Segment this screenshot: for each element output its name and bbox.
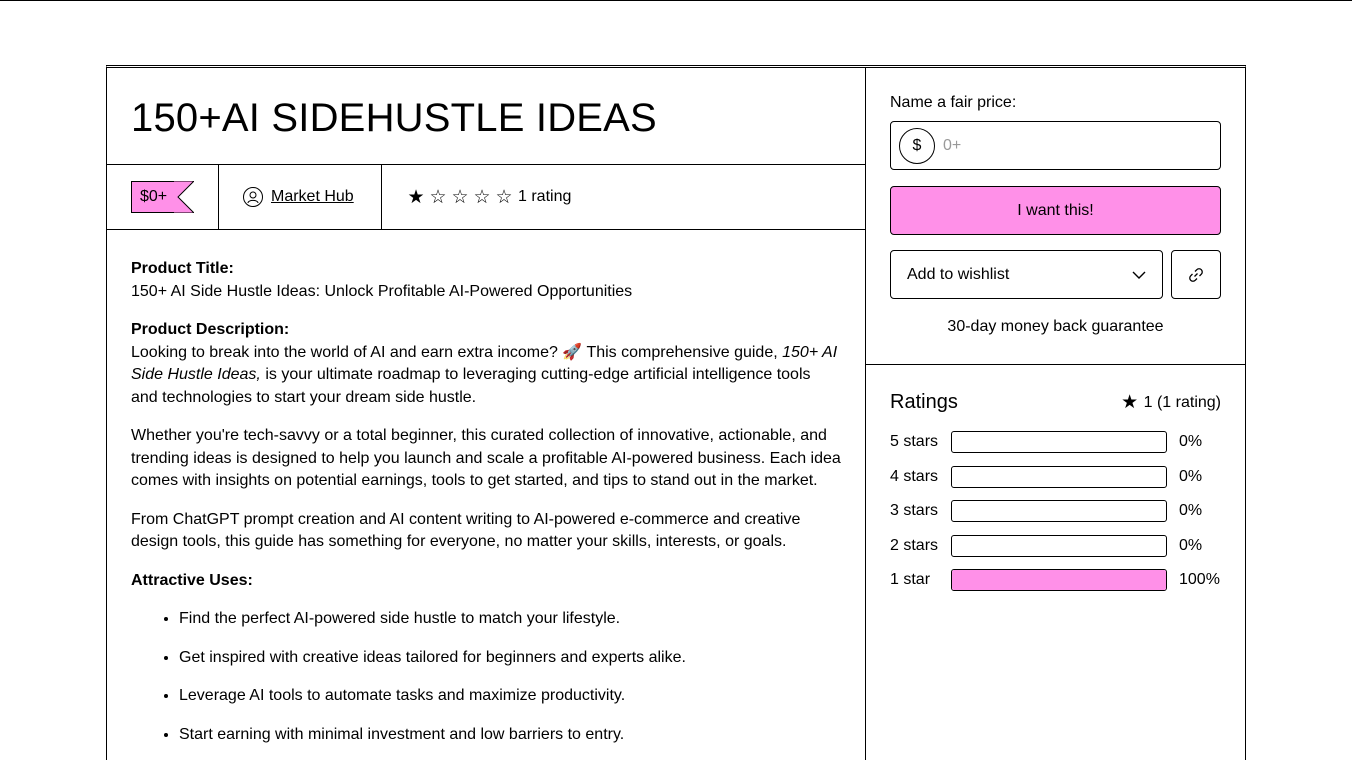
chevron-down-icon <box>1132 271 1146 279</box>
rating-summary[interactable] <box>382 165 571 229</box>
wishlist-row <box>890 250 1221 299</box>
copy-link-button[interactable] <box>1171 250 1221 299</box>
price-tag <box>131 181 175 213</box>
rating-row-5 <box>890 431 1221 453</box>
price-cell <box>107 165 219 229</box>
rating-row-percent: 0% <box>1179 433 1203 450</box>
star-empty-icon: ☆ <box>451 186 469 208</box>
top-rule <box>0 0 1352 1</box>
list-item: • Start earning with minimal investment and low barriers to entry. <box>179 724 841 747</box>
rating-row-4 <box>890 466 1221 488</box>
title-bar <box>107 68 865 165</box>
rating-bar <box>951 535 1167 557</box>
rating-row-2 <box>890 535 1221 557</box>
rating-row-label: 1 star <box>890 571 931 588</box>
rating-bar-fill <box>952 570 1166 590</box>
ratings-summary-text: 1 (1 rating) <box>1143 393 1221 411</box>
uses-list <box>179 608 841 746</box>
add-to-wishlist-label: Add to wishlist <box>907 265 1010 283</box>
purchase-panel <box>866 68 1245 365</box>
rating-row-percent: 0% <box>1179 536 1203 554</box>
product-title-text: 150+ AI Side Hustle Ideas: Unlock Profitable AI-Powered Opportunities <box>131 282 633 300</box>
product-description-block <box>131 319 841 409</box>
description-paragraph-1-emphasis: 150+ AI Side Hustle Ideas, <box>131 343 838 383</box>
currency-symbol: $ <box>899 128 935 164</box>
description-paragraph-2: Whether you're tech-savvy or a total beginner, this curated collection of innovative, actionable, and trending ideas is designed to help you launch and scale a profitable AI-powered business. Each idea comes with insights on potential earnings, tools to get started, and tips to stand out in the market. <box>131 427 841 489</box>
product-details-column <box>107 68 866 760</box>
star-empty-icon: ☆ <box>473 186 491 208</box>
star-filled-icon: ★ <box>407 186 425 208</box>
description-paragraph-1a: Looking to break into the world of AI and earn extra income? 🚀 This comprehensive guide, <box>131 343 778 361</box>
price-input[interactable] <box>943 137 1193 155</box>
star-empty-icon: ☆ <box>495 186 513 208</box>
list-item: • Get inspired with creative ideas tailored for beginners and experts alike. <box>179 647 841 670</box>
uses-heading: Attractive Uses: <box>131 571 253 589</box>
ratings-panel <box>866 365 1245 591</box>
ratings-summary <box>1120 393 1221 412</box>
price-tag-label: $0+ <box>140 188 168 205</box>
rating-breakdown <box>890 431 1221 591</box>
price-input-label: Name a fair price: <box>890 94 1017 111</box>
list-item: • Find the perfect AI-powered side hustle to match your lifestyle. <box>179 608 841 631</box>
product-title-block <box>131 258 841 303</box>
rating-row-percent: 0% <box>1179 502 1203 519</box>
rating-row-percent: 0% <box>1179 467 1203 485</box>
ratings-header <box>890 391 1221 414</box>
avatar-icon <box>243 187 263 207</box>
price-tag-ribbon-icon <box>174 181 194 213</box>
rating-row-label: 4 stars <box>890 467 939 485</box>
price-input-wrapper[interactable] <box>890 121 1221 170</box>
rating-count: 1 rating <box>518 188 572 205</box>
product-title-heading: Product Title: <box>131 260 234 277</box>
ratings-title: Ratings <box>890 391 958 413</box>
purchase-column <box>866 68 1245 760</box>
rating-row-label: 2 stars <box>890 536 939 554</box>
rating-row-1 <box>890 569 1221 591</box>
product-card <box>106 65 1246 760</box>
avatar-face-icon <box>246 190 260 204</box>
link-icon <box>1188 267 1204 283</box>
money-back-guarantee: 30-day money back guarantee <box>947 318 1164 335</box>
add-to-wishlist-button[interactable] <box>890 250 1163 299</box>
product-title: 150+AI SIDEHUSTLE IDEAS <box>131 96 657 140</box>
star-empty-icon: ☆ <box>429 186 447 208</box>
list-item: • Leverage AI tools to automate tasks and maximize productivity. <box>179 685 841 708</box>
rating-row-label: 5 stars <box>890 433 939 450</box>
creator-link[interactable]: Market Hub <box>271 188 354 205</box>
description-paragraph-1b: is your ultimate roadmap to leveraging cutting-edge artificial intelligence tools and technologies to start your dream side hustle. <box>131 366 811 406</box>
product-description-heading: Product Description: <box>131 321 290 338</box>
rating-row-label: 3 stars <box>890 502 939 519</box>
rating-bar <box>951 431 1167 453</box>
rating-row-percent: 100% <box>1179 571 1220 588</box>
rating-bar <box>951 500 1167 522</box>
rating-bar <box>951 466 1167 488</box>
star-icon: ★ <box>1121 392 1139 413</box>
product-description <box>107 230 865 746</box>
rating-row-3 <box>890 500 1221 522</box>
product-meta-row <box>107 165 865 230</box>
description-paragraph-3: From ChatGPT prompt creation and AI content writing to AI-powered e-commerce and creative design tools, this guide has something for everyone, no matter your skills, interests, or goals. <box>131 510 801 550</box>
rating-bar <box>951 569 1167 591</box>
creator-cell <box>219 165 382 229</box>
i-want-this-button[interactable]: I want this! <box>890 186 1221 235</box>
uses-heading-block <box>131 570 841 593</box>
